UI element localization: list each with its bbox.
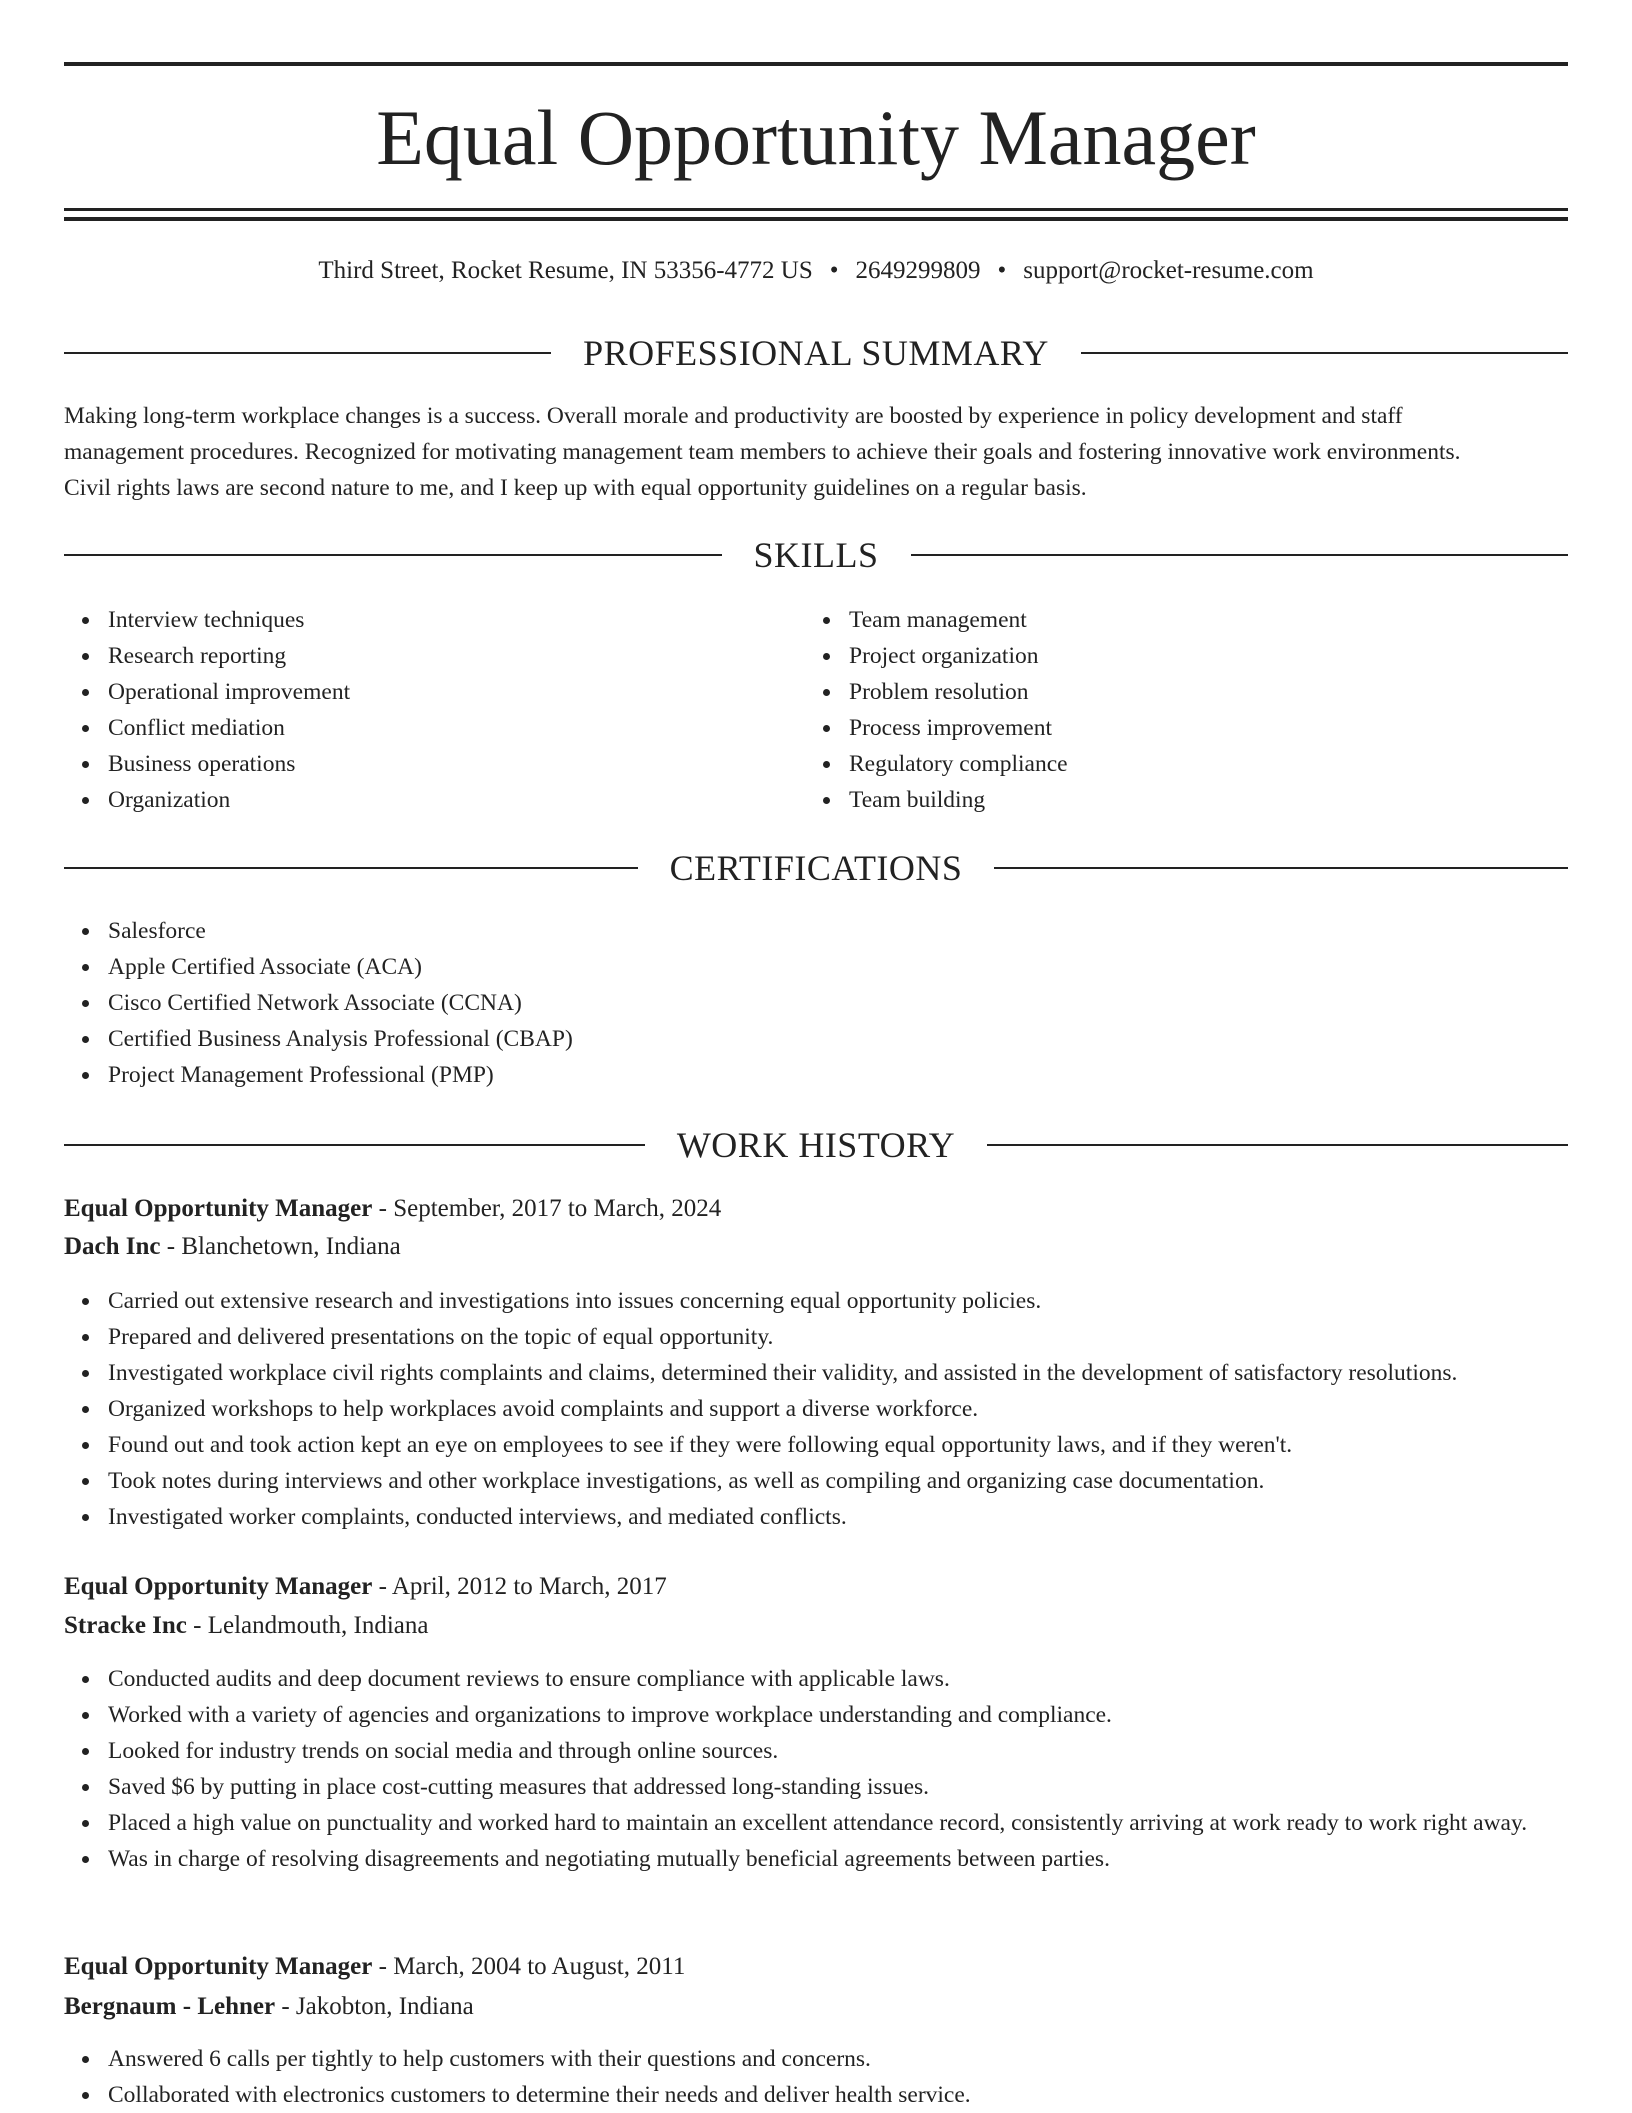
job-bullet: Saved $6 by putting in place cost-cutting measures that addressed long-standing issues. [108, 1769, 1568, 1805]
section-title: WORK HISTORY [676, 1125, 956, 1165]
company-name: Dach Inc [64, 1233, 161, 1260]
skill-item: Conflict mediation [108, 710, 808, 746]
certification-item: Salesforce [108, 913, 1568, 949]
section-title: PROFESSIONAL SUMMARY [583, 333, 1049, 373]
skill-item: Process improvement [849, 710, 1549, 746]
company-name: Stracke Inc [64, 1612, 187, 1639]
job-bullet: Conducted audits and deep document reviews to ensure compliance with applicable laws. [108, 1661, 1568, 1697]
address: Third Street, Rocket Resume, IN 53356-4772 US [318, 257, 813, 284]
double-rule [64, 208, 1568, 221]
job-dates: - September, 2017 to March, 2024 [372, 1195, 722, 1222]
divider-line [994, 867, 1568, 869]
phone: 2649299809 [855, 257, 981, 284]
job-bullet: Worked with a variety of agencies and organizations to improve workplace understanding and compliance. [108, 1697, 1568, 1733]
section-title: CERTIFICATIONS [669, 848, 963, 888]
certification-item: Cisco Certified Network Associate (CCNA) [108, 985, 1568, 1021]
page-title: Equal Opportunity Manager [376, 94, 1256, 181]
job-title: Equal Opportunity Manager [64, 1573, 373, 1600]
section-header-summary [64, 330, 1568, 376]
summary-line: Civil rights laws are second nature to me, and I keep up with equal opportunity guidelines on a regular basis. [64, 475, 1087, 501]
divider-line [64, 867, 638, 869]
divider-line [987, 1144, 1568, 1146]
job-bullet: Looked for industry trends on social media and through online sources. [108, 1733, 1568, 1769]
skill-item: Organization [108, 782, 808, 818]
skill-item: Regulatory compliance [849, 746, 1549, 782]
divider-line [64, 1144, 645, 1146]
job-bullet: Collaborated with electronics customers to determine their needs and deliver health service. [108, 2077, 1568, 2113]
skill-item: Operational improvement [108, 674, 808, 710]
job-bullets [64, 2041, 1568, 2113]
summary-line: Making long-term workplace changes is a success. Overall morale and productivity are boosted by experience in policy development and staff [64, 403, 1403, 429]
job-bullet: Answered 6 calls per tightly to help customers with their questions and concerns. [108, 2041, 1568, 2077]
contact-line [64, 253, 1568, 289]
job-company-line [64, 1228, 1568, 1266]
skills-list-right [805, 602, 1549, 818]
job-bullets [64, 1661, 1568, 1877]
job-bullet: Carried out extensive research and investigations into issues concerning equal opportunity policies. [108, 1283, 1568, 1319]
job-bullet: Placed a high value on punctuality and worked hard to maintain an excellent attendance record, consistently arriving at work ready to work right away. [108, 1805, 1568, 1841]
job-company-line [64, 1607, 1568, 1645]
job-bullet: Prepared and delivered presentations on the topic of equal opportunity. [108, 1319, 1568, 1355]
company-name: Bergnaum - Lehner [64, 1993, 276, 2020]
job-bullet: Found out and took action kept an eye on employees to see if they were following equal opportunity laws, and if they weren't. [108, 1427, 1568, 1463]
certifications-list [64, 913, 1568, 1093]
job-title: Equal Opportunity Manager [64, 1195, 373, 1222]
summary-text [64, 398, 1568, 506]
job-company-line [64, 1988, 1568, 2026]
job-location: - Jakobton, Indiana [275, 1993, 474, 2020]
divider-line [64, 352, 551, 354]
divider-line [911, 554, 1569, 556]
separator-dot: • [829, 257, 839, 284]
job-title: Equal Opportunity Manager [64, 1953, 373, 1980]
job-location: - Lelandmouth, Indiana [186, 1612, 429, 1639]
skill-item: Project organization [849, 638, 1549, 674]
job-title-line [64, 1190, 1568, 1228]
job-bullet: Investigated worker complaints, conducted interviews, and mediated conflicts. [108, 1499, 1568, 1535]
section-title: SKILLS [753, 535, 879, 575]
skill-item: Team management [849, 602, 1549, 638]
certification-item: Apple Certified Associate (ACA) [108, 949, 1568, 985]
job-bullet: Took notes during interviews and other workplace investigations, as well as compiling and organizing case documentation. [108, 1463, 1568, 1499]
divider-line [1081, 352, 1568, 354]
job-dates: - March, 2004 to August, 2011 [372, 1953, 686, 1980]
skill-item: Interview techniques [108, 602, 808, 638]
job-bullet: Was in charge of resolving disagreements and negotiating mutually beneficial agreements between parties. [108, 1841, 1568, 1877]
skills-list-left [64, 602, 808, 818]
job-dates: - April, 2012 to March, 2017 [372, 1573, 667, 1600]
skill-item: Research reporting [108, 638, 808, 674]
section-header-skills [64, 532, 1568, 578]
section-header-certifications [64, 845, 1568, 891]
skill-item: Business operations [108, 746, 808, 782]
job-bullets [64, 1283, 1568, 1535]
job-title-line [64, 1948, 1568, 1986]
skill-item: Problem resolution [849, 674, 1549, 710]
divider-line [64, 554, 722, 556]
job-bullet: Organized workshops to help workplaces avoid complaints and support a diverse workforce. [108, 1391, 1568, 1427]
summary-line: management procedures. Recognized for motivating management team members to achieve their goals and fostering innovative work environments. [64, 439, 1461, 465]
job-title-line [64, 1568, 1568, 1606]
skill-item: Team building [849, 782, 1549, 818]
job-bullet: Investigated workplace civil rights complaints and claims, determined their validity, and assisted in the development of satisfactory resolutions. [108, 1355, 1568, 1391]
section-header-work-history [64, 1122, 1568, 1168]
job-location: - Blanchetown, Indiana [160, 1233, 401, 1260]
separator-dot: • [997, 257, 1007, 284]
top-rule [64, 62, 1568, 66]
email: support@rocket-resume.com [1023, 257, 1314, 284]
certification-item: Project Management Professional (PMP) [108, 1057, 1568, 1093]
certification-item: Certified Business Analysis Professional (CBAP) [108, 1021, 1568, 1057]
